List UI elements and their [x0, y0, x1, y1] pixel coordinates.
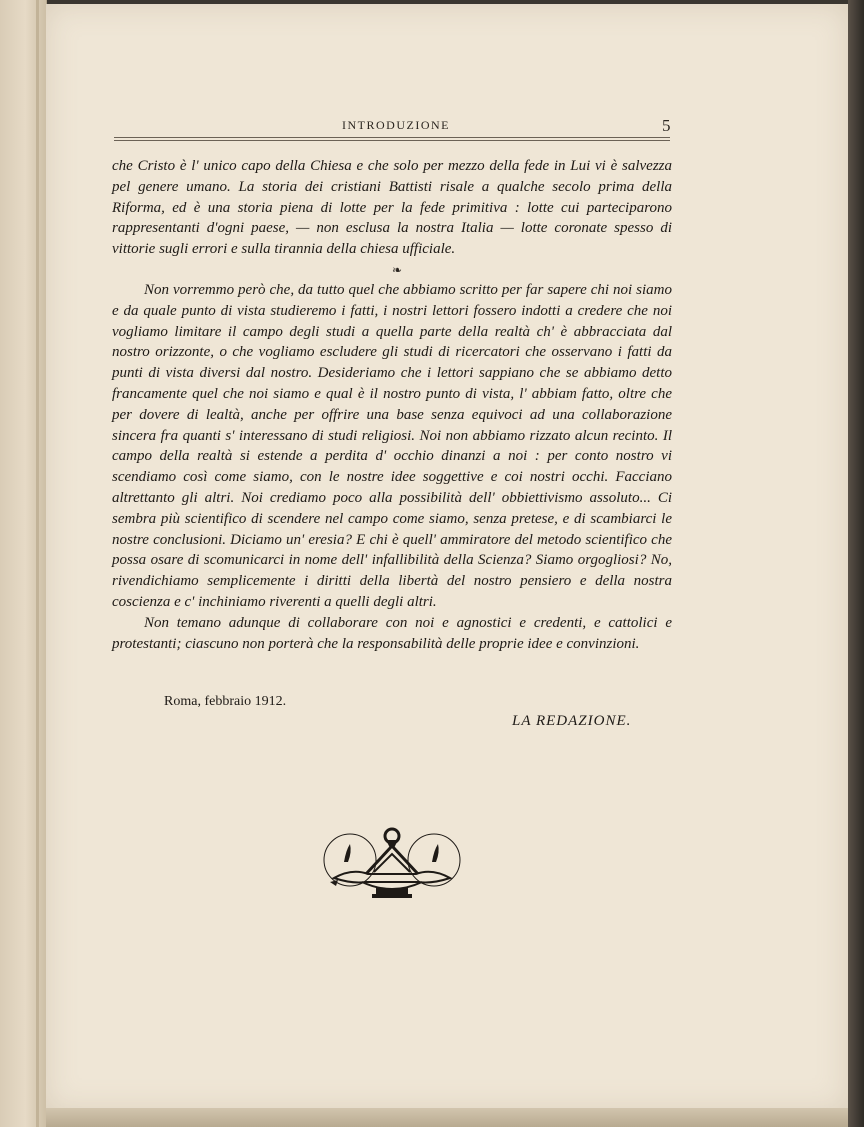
oil-lamp-icon	[322, 824, 462, 906]
paragraph-continued: che Cristo è l' unico capo della Chiesa e che solo per mezzo della fede in Lui vi è salvezza pel genere umano. La storia dei cristiani Battisti risale a qualche secolo prima della Riforma, ed è una storia piena di lotte per la fede primitiva : lotte cui parteciparono rappresentanti d'ogni paese, — non esclusa la nostra Italia — lotte coronate spesso di vittorie sugli errori e sulla tirannia della chiesa ufficiale.	[112, 158, 672, 258]
paragraph: Non vorremmo però che, da tutto quel che abbiamo scritto per far sapere chi noi siamo e da quale punto di vista studieremo i fatti, i nostri lettori fossero indotti a credere che noi vogliamo limitare il campo degli studi a quella parte della realtà ch' è abbracciata dal nostro orizzonte, o che vogliamo escludere gli studi di ricercatori che osservano i fatti da punti di vista diversi dal nostro. Desideriamo che i lettori sappiano che se abbiamo detto francamente quel che noi siamo e qual è il nostro punto di vista, l' abbiam fatto, oltre che per dovere di lealtà, anche per offrire una base senza equivoci ad una collaborazione sincera fra quanti s' interessano di studi religiosi. Noi non abbiamo rizzato alcun recinto. Il campo della realtà si estende a perdita d' occhio dinanzi a noi : per conto nostro vi scendiamo così come siamo, con le nostre idee soggettive e coi nostri occhi. Facciano altrettanto gli altri. Noi crediamo poco alla possibilità dell' obbiettivismo assoluto... Ci sembra più scientifico di scendere nel campo come siamo, senza pretese, e di scambiarci le nostre conclusioni. Diciamo un' eresia? E chi è quell' ammiratore del metodo scientifico che possa osare di scomunicarci in nome dell' infallibilità della Scienza? Siamo orgogliosi? No, rivendichiamo semplicemente i diritti della libertà del nostro pensiero e della nostra coscienza e c' inchiniamo riverenti a quelli degli altri.	[112, 281, 672, 610]
signature: LA REDAZIONE.	[512, 713, 632, 729]
paragraph: Non temano adunque di collaborare con noi e agnostici e credenti, e cattolici e protestanti; ciascuno non porterà che la responsabilità delle proprie idee e convinzioni.	[112, 614, 672, 652]
place-date: Roma, febbraio 1912.	[164, 694, 287, 709]
body-text	[112, 156, 672, 654]
book-edge-right	[848, 0, 864, 1127]
running-title: INTRODUZIONE	[342, 118, 450, 132]
header-rule	[114, 137, 670, 141]
book-edge-bottom	[46, 1108, 848, 1127]
previous-page-edge	[0, 0, 47, 1127]
fleuron-ornament: ❧	[391, 262, 403, 277]
page-number: 5	[662, 116, 671, 135]
